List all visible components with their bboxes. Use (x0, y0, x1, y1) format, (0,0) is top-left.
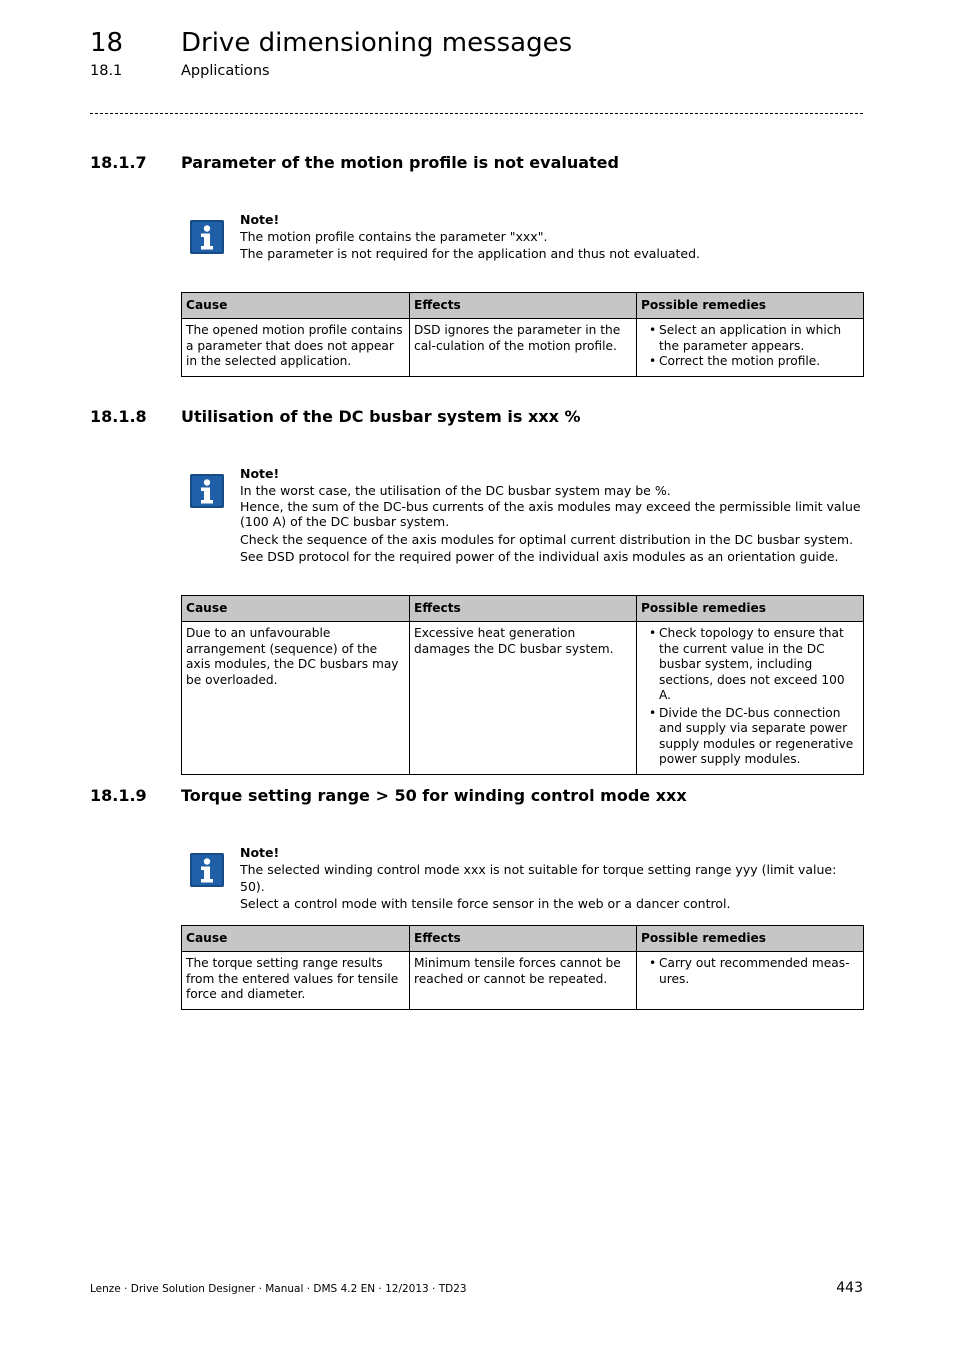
note-line: In the worst case, the utilisation of the DC busbar system may be %. (240, 483, 671, 498)
section-title: Utilisation of the DC busbar system is xxx % (181, 407, 581, 426)
subchapter-title: Applications (181, 63, 270, 79)
note-label: Note! (240, 466, 280, 481)
message-table (181, 292, 864, 377)
note-line: The parameter is not required for the application and thus not evaluated. (240, 246, 700, 261)
chapter-title: Drive dimensioning messages (181, 28, 573, 58)
note-line: The motion profile contains the parameter "xxx". (240, 229, 548, 244)
note-line: Hence, the sum of the DC-bus currents of the axis modules may exceed the permissible limit value (100 A) of the DC busbar system. (240, 499, 861, 529)
info-icon (190, 220, 224, 254)
remedies-cell (637, 319, 864, 377)
section-title: Parameter of the motion profile is not evaluated (181, 153, 619, 172)
info-icon (190, 474, 224, 508)
column-header-remedies: Possible remedies (637, 596, 864, 622)
remedy-item: • Correct the motion profile. (659, 354, 859, 370)
table-row (182, 319, 864, 377)
chapter-number: 18 (90, 28, 124, 58)
note-line: Check the sequence of the axis modules for optimal current distribution in the DC busbar system. (240, 532, 854, 547)
note-box (240, 844, 863, 912)
remedy-item: • Carry out recommended meas-ures. (659, 956, 859, 987)
effects-cell: Excessive heat generation damages the DC busbar system. (410, 622, 637, 775)
column-header-effects: Effects (410, 293, 637, 319)
footer-text: Lenze · Drive Solution Designer · Manual · DMS 4.2 EN · 12/2013 · TD23 (90, 1283, 467, 1295)
column-header-effects: Effects (410, 596, 637, 622)
note-label: Note! (240, 845, 280, 860)
column-header-effects: Effects (410, 926, 637, 952)
effects-cell: Minimum tensile forces cannot be reached or cannot be repeated. (410, 952, 637, 1010)
note-box (240, 465, 863, 565)
header-divider (90, 113, 863, 114)
subchapter-number: 18.1 (90, 63, 123, 79)
note-box (240, 211, 863, 262)
section-number: 18.1.7 (90, 153, 147, 172)
table-header-row (182, 596, 864, 622)
message-table (181, 595, 864, 775)
column-header-cause: Cause (182, 293, 410, 319)
page-number: 443 (836, 1280, 863, 1296)
table-row (182, 952, 864, 1010)
message-table (181, 925, 864, 1010)
note-label: Note! (240, 212, 280, 227)
note-line: See DSD protocol for the required power of the individual axis modules as an orientation guide. (240, 549, 839, 564)
cause-cell: The torque setting range results from the entered values for tensile force and diameter. (182, 952, 410, 1010)
column-header-cause: Cause (182, 926, 410, 952)
column-header-remedies: Possible remedies (637, 926, 864, 952)
info-icon (190, 853, 224, 887)
note-line: Select a control mode with tensile force sensor in the web or a dancer control. (240, 896, 731, 911)
cause-cell: Due to an unfavourable arrangement (sequence) of the axis modules, the DC busbars may be overloaded. (182, 622, 410, 775)
effects-cell: DSD ignores the parameter in the cal-culation of the motion profile. (410, 319, 637, 377)
remedies-cell (637, 952, 864, 1010)
column-header-cause: Cause (182, 596, 410, 622)
cause-cell: The opened motion profile contains a parameter that does not appear in the selected application. (182, 319, 410, 377)
remedy-item: • Divide the DC-bus connection and supply via separate power supply modules or regenerative power supply modules. (659, 706, 859, 768)
table-header-row (182, 926, 864, 952)
remedy-item: • Check topology to ensure that the current value in the DC busbar system, including sections, does not exceed 100 A. (659, 626, 859, 704)
section-number: 18.1.9 (90, 786, 147, 805)
note-line: The selected winding control mode xxx is not suitable for torque setting range yyy (limit value: 50). (240, 862, 837, 894)
table-row (182, 622, 864, 775)
remedy-item: • Select an application in which the parameter appears. (659, 323, 859, 354)
table-header-row (182, 293, 864, 319)
remedies-cell (637, 622, 864, 775)
section-number: 18.1.8 (90, 407, 147, 426)
section-title: Torque setting range > 50 for winding control mode xxx (181, 786, 687, 805)
column-header-remedies: Possible remedies (637, 293, 864, 319)
